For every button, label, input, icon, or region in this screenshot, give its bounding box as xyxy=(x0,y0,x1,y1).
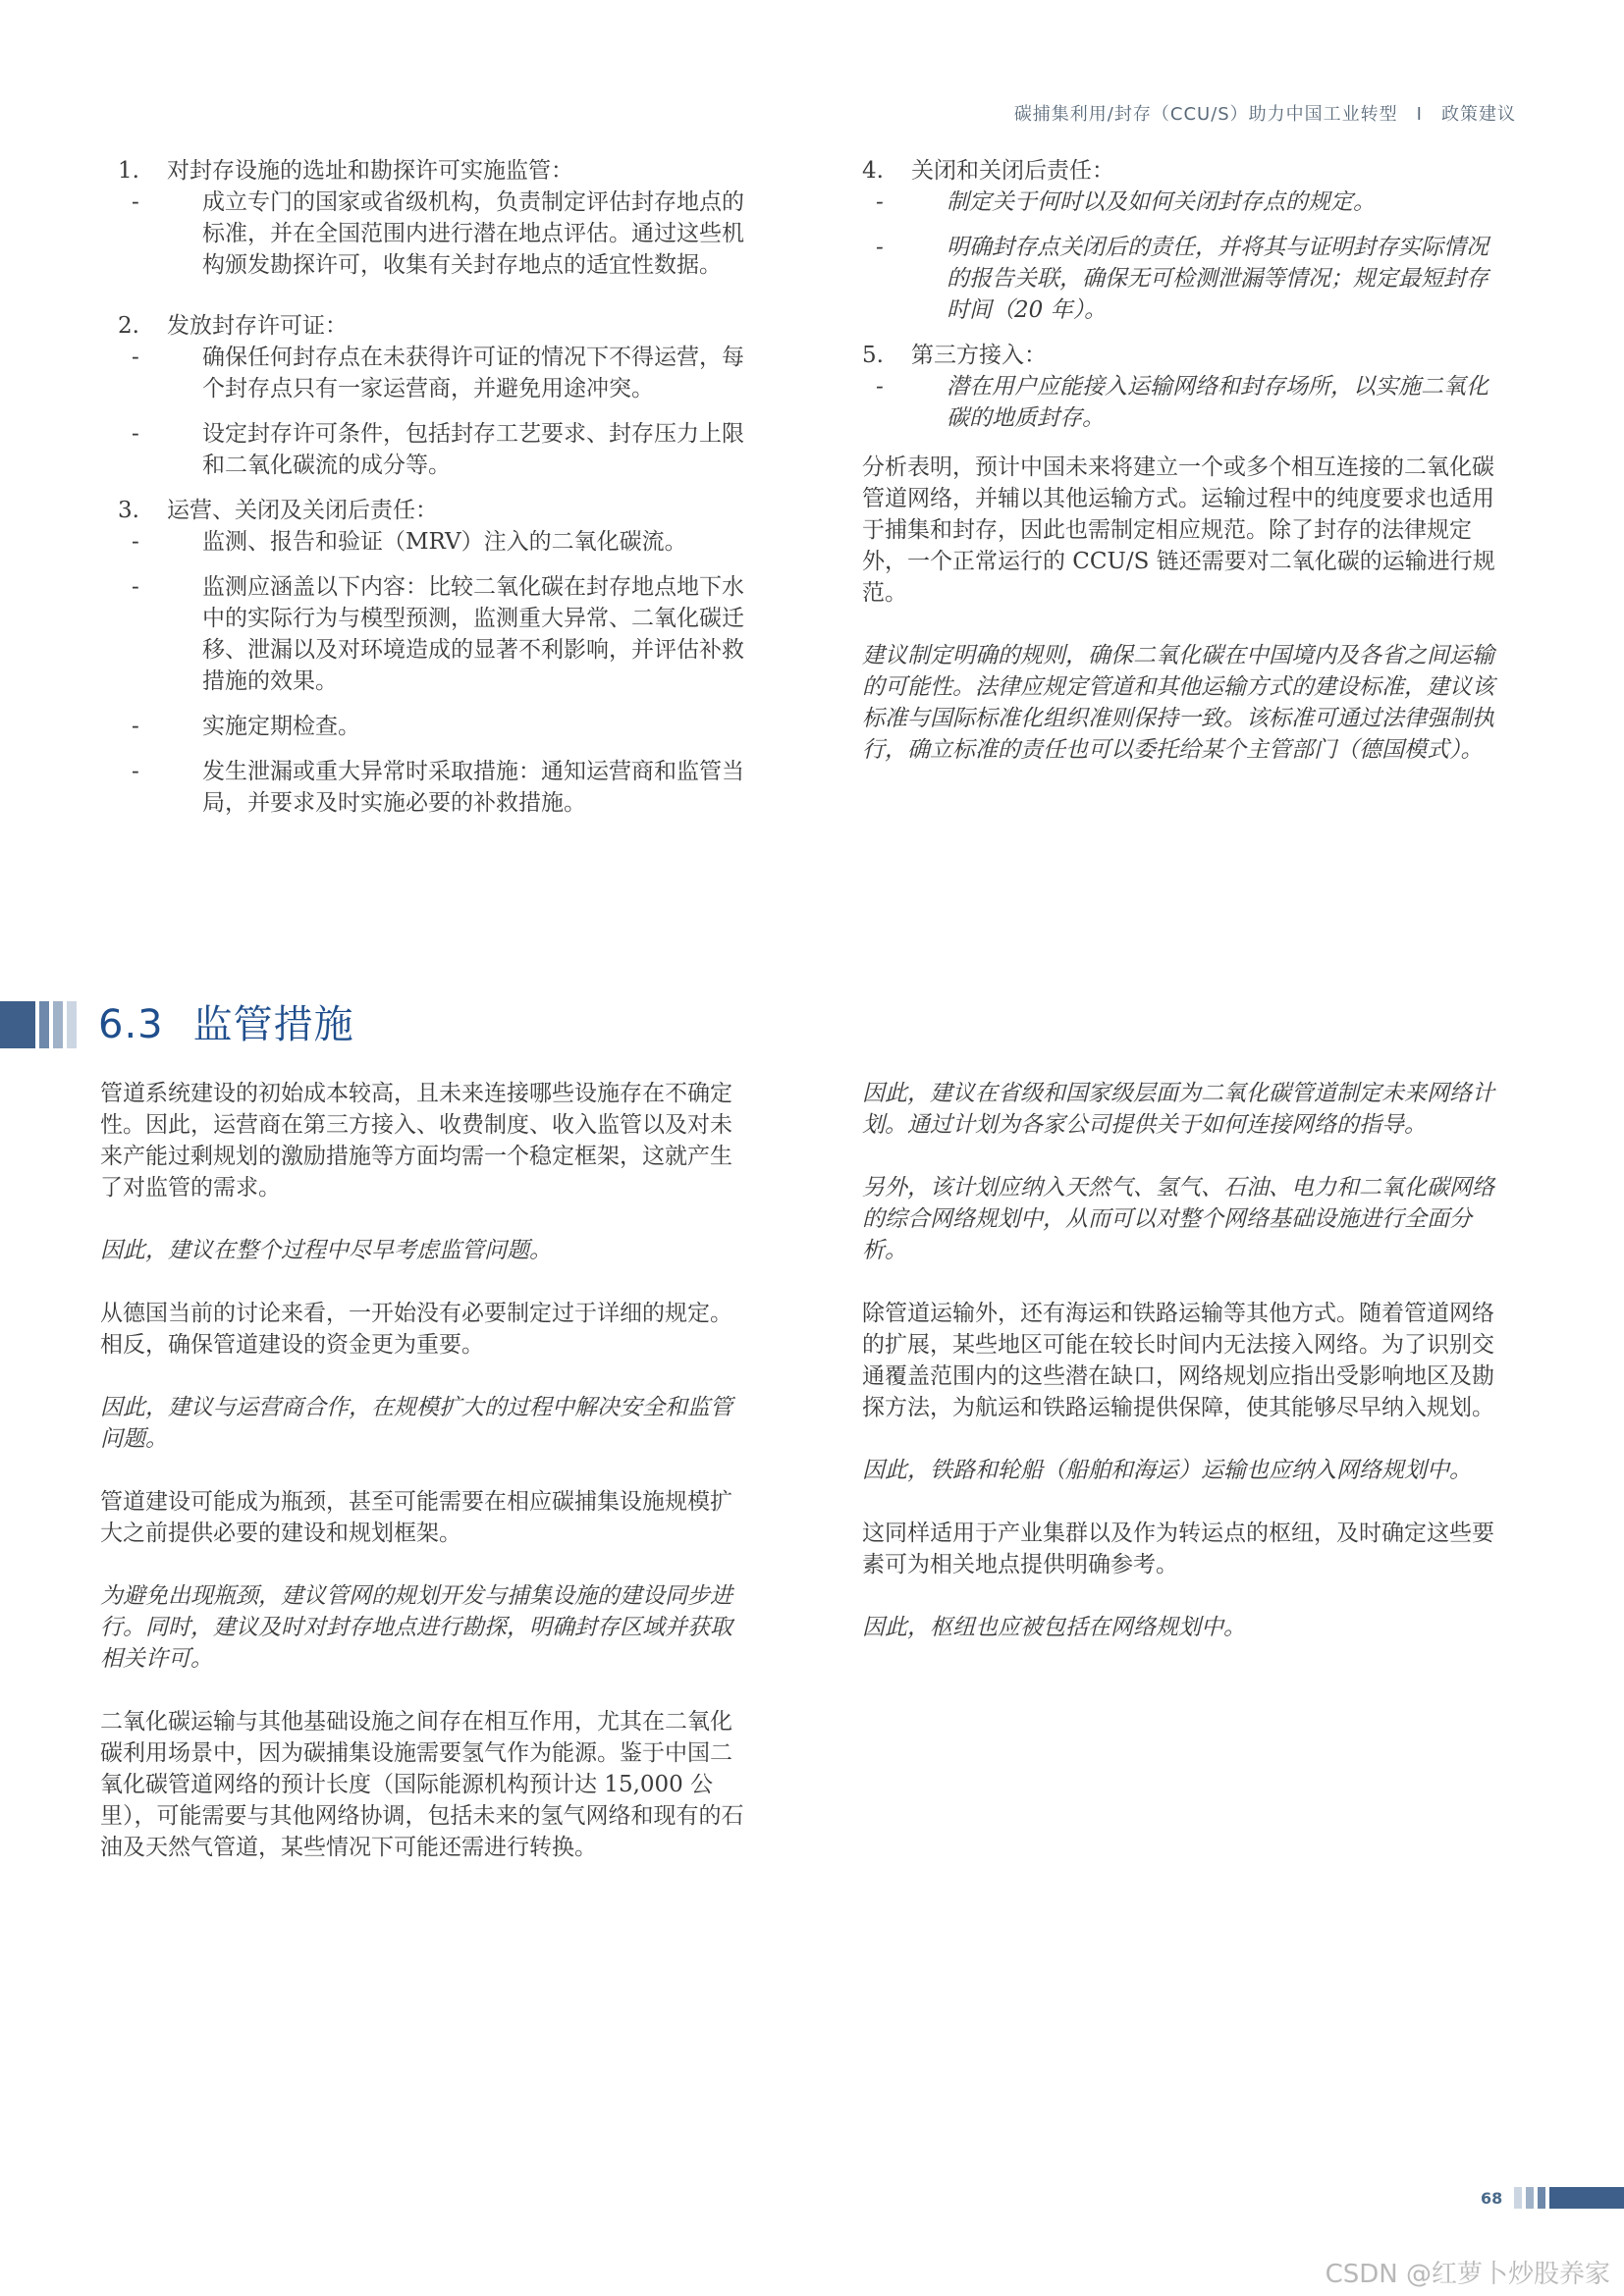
numbered-item xyxy=(862,340,1510,434)
body-paragraph: 管道建设可能成为瓶颈，甚至可能需要在相应碳捕集设施规模扩大之前提供必要的建设和规划框架。 xyxy=(100,1489,732,1546)
bullet-item: - 设定封存许可条件，包括封存工艺要求、封存压力上限和二氧化碳流的成分等。 xyxy=(132,421,744,478)
numbered-item xyxy=(862,155,1510,326)
item-title: 对封存设施的选址和勘探许可实施监管： xyxy=(167,158,573,184)
item-title: 运营、关闭及关闭后责任： xyxy=(167,498,438,523)
bullet-item: - 制定关于何时以及如何关闭封存点的规定。 xyxy=(876,189,1376,215)
bullet-item: - 明确封存点关闭后的责任，并将其与证明封存实际情况的报告关联，确保无可检测泄漏等情况；规定最短封存时间（20 年）。 xyxy=(876,235,1489,323)
bullet-item: - 监测应涵盖以下内容：比较二氧化碳在封存地点地下水中的实际行为与模型预测，监测重大异常、二氧化碳迁移、泄漏以及对环境造成的显著不利影响，并评估补救措施的效果。 xyxy=(132,574,744,694)
page-number: 68 xyxy=(1481,2189,1503,2208)
item-heading xyxy=(118,495,756,526)
bullet-item: - 确保任何封存点在未获得许可证的情况下不得运营，每个封存点只有一家运营商，并避免用途冲突。 xyxy=(132,345,744,401)
recommendation-paragraph: 另外，该计划应纳入天然气、氢气、石油、电力和二氧化碳网络的综合网络规划中，从而可以对整个网络基础设施进行全面分析。 xyxy=(862,1175,1494,1263)
bullet-text: 确保任何封存点在未获得许可证的情况下不得运营，每个封存点只有一家运营商，并避免用途冲突。 xyxy=(202,345,744,401)
item-heading xyxy=(862,340,1510,371)
bottom-right-column xyxy=(862,1078,1510,1643)
item-heading xyxy=(118,310,756,342)
item-title: 发放封存许可证： xyxy=(167,313,348,339)
numbered-item xyxy=(118,310,756,481)
bullet-text: 设定封存许可条件，包括封存工艺要求、封存压力上限和二氧化碳流的成分等。 xyxy=(202,421,744,478)
bullet-text: 潜在用户应能接入运输网络和封存场所，以实施二氧化碳的地质封存。 xyxy=(947,374,1489,431)
recommendation-paragraph: 因此，建议在整个过程中尽早考虑监管问题。 xyxy=(100,1238,552,1263)
bullet-text: 成立专门的国家或省级机构，负责制定评估封存地点的标准，并在全国范围内进行潜在地点评估。通过这些机构颁发勘探许可，收集有关封存地点的适宜性数据。 xyxy=(202,189,744,278)
item-title: 第三方接入： xyxy=(911,343,1047,368)
watermark: CSDN @红萝卜炒股养家 xyxy=(1325,2260,1610,2289)
bullet-text: 明确封存点关闭后的责任，并将其与证明封存实际情况的报告关联，确保无可检测泄漏等情况；规定最短封存时间（20 年）。 xyxy=(947,235,1489,323)
page-marker-bars xyxy=(1514,2187,1624,2209)
section-heading-text: 监管措施 xyxy=(192,1002,354,1047)
item-number: 2. xyxy=(118,313,139,339)
body-paragraph: 除管道运输外，还有海运和铁路运输等其他方式。随着管道网络的扩展，某些地区可能在较长时间内无法接入网络。为了识别交通覆盖范围内的这些潜在缺口，网络规划应指出受影响地区及勘探方法，为航运和铁路运输提供保障，使其能够尽早纳入规划。 xyxy=(862,1301,1494,1420)
item-number: 1. xyxy=(118,158,139,184)
bullet-text: 制定关于何时以及如何关闭封存点的规定。 xyxy=(947,189,1376,215)
item-number: 5. xyxy=(862,343,884,368)
running-header: 碳捕集利用/封存（CCU/S）助力中国工业转型 I 政策建议 xyxy=(1013,104,1516,125)
bullet-text: 实施定期检查。 xyxy=(202,714,360,739)
recommendation-paragraph: 为避免出现瓶颈，建议管网的规划开发与捕集设施的建设同步进行。同时，建议及时对封存地点进行勘探，明确封存区域并获取相关许可。 xyxy=(100,1583,732,1672)
body-paragraph: 二氧化碳运输与其他基础设施之间存在相互作用，尤其在二氧化碳利用场景中，因为碳捕集设施需要氢气作为能源。鉴于中国二氧化碳管道网络的预计长度（国际能源机构预计达 15,000 公里），可能需要与其他网络协调，包括未来的氢气网络和现有的石油及天然气管道，某些情况下可能还需进行转换。 xyxy=(100,1709,744,1860)
body-paragraph: 管道系统建设的初始成本较高，且未来连接哪些设施存在不确定性。因此，运营商在第三方接入、收费制度、收入监管以及对未来产能过剩规划的激励措施等方面均需一个稳定框架，这就产生了对监管的需求。 xyxy=(100,1081,732,1201)
section-title xyxy=(98,993,354,1049)
body-paragraph: 从德国当前的讨论来看，一开始没有必要制定过于详细的规定。相反，确保管道建设的资金更为重要。 xyxy=(100,1301,732,1358)
recommendation-paragraph: 因此，建议在省级和国家级层面为二氧化碳管道制定未来网络计划。通过计划为各家公司提供关于如何连接网络的指导。 xyxy=(862,1081,1494,1138)
top-right-column xyxy=(862,155,1510,766)
item-heading xyxy=(118,155,756,187)
section-marker-bars xyxy=(0,1001,79,1048)
item-number: 3. xyxy=(118,498,139,523)
item-heading xyxy=(862,155,1510,187)
bullet-item: - 发生泄漏或重大异常时采取措施：通知运营商和监管当局，并要求及时实施必要的补救措施。 xyxy=(132,759,744,816)
numbered-item xyxy=(118,495,756,819)
body-paragraph: 这同样适用于产业集群以及作为转运点的枢纽，及时确定这些要素可为相关地点提供明确参考。 xyxy=(862,1521,1494,1577)
bullet-text: 监测应涵盖以下内容：比较二氧化碳在封存地点地下水中的实际行为与模型预测，监测重大异常、二氧化碳迁移、泄漏以及对环境造成的显著不利影响，并评估补救措施的效果。 xyxy=(202,574,744,694)
numbered-item xyxy=(118,155,756,281)
recommendation-paragraph: 因此，建议与运营商合作，在规模扩大的过程中解决安全和监管问题。 xyxy=(100,1395,732,1452)
top-left-column xyxy=(118,155,756,819)
recommendation-paragraph: 因此，铁路和轮船（船舶和海运）运输也应纳入网络规划中。 xyxy=(862,1458,1472,1483)
bullet-text: 监测、报告和验证（MRV）注入的二氧化碳流。 xyxy=(202,529,687,555)
bullet-item: - 成立专门的国家或省级机构，负责制定评估封存地点的标准，并在全国范围内进行潜在地点评估。通过这些机构颁发勘探许可，收集有关封存地点的适宜性数据。 xyxy=(132,189,744,278)
item-number: 4. xyxy=(862,158,884,184)
bullet-text: 发生泄漏或重大异常时采取措施：通知运营商和监管当局，并要求及时实施必要的补救措施。 xyxy=(202,759,744,816)
section-number: 6.3 xyxy=(98,1002,164,1047)
bullet-item: - 实施定期检查。 xyxy=(132,714,360,739)
bullet-item: - 监测、报告和验证（MRV）注入的二氧化碳流。 xyxy=(132,529,687,555)
recommendation-paragraph: 建议制定明确的规则，确保二氧化碳在中国境内及各省之间运输的可能性。法律应规定管道和其他运输方式的建设标准，建议该标准与国际标准化组织准则保持一致。该标准可通过法律强制执行，确立标准的责任也可以委托给某个主管部门（德国模式）。 xyxy=(862,643,1494,763)
recommendation-paragraph: 因此，枢纽也应被包括在网络规划中。 xyxy=(862,1615,1246,1640)
item-title: 关闭和关闭后责任： xyxy=(911,158,1114,184)
bottom-left-column xyxy=(100,1078,748,1863)
bullet-item: - 潜在用户应能接入运输网络和封存场所，以实施二氧化碳的地质封存。 xyxy=(876,374,1489,431)
analysis-paragraph: 分析表明，预计中国未来将建立一个或多个相互连接的二氧化碳管道网络，并辅以其他运输方式。运输过程中的纯度要求也适用于捕集和封存，因此也需制定相应规范。除了封存的法律规定外，一个正常运行的 CCU/S 链还需要对二氧化碳的运输进行规范。 xyxy=(862,454,1495,606)
